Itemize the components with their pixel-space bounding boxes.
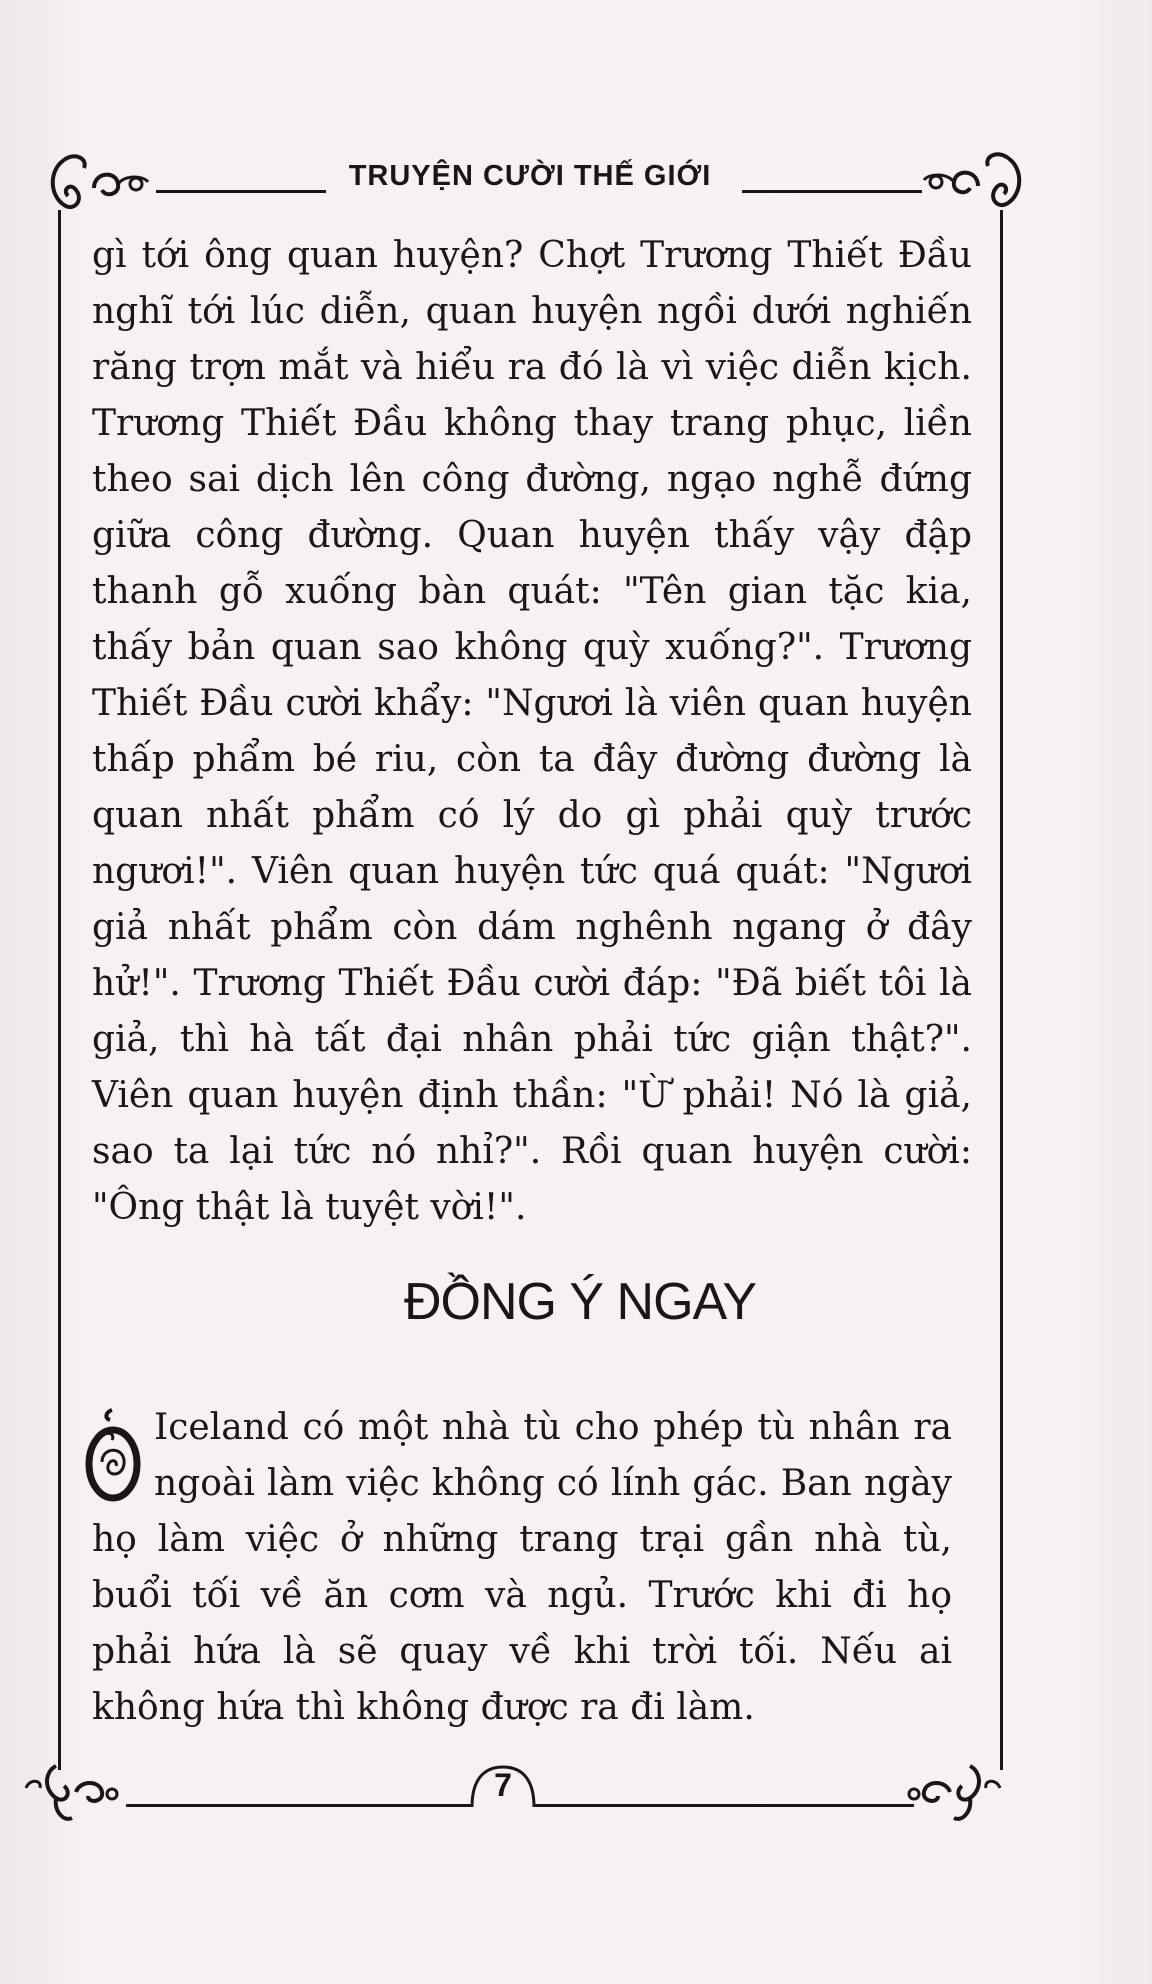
page-number: 7 (494, 1767, 512, 1803)
header-rule-left (156, 190, 326, 193)
frame-right-border (1000, 210, 1003, 1770)
page-number-frame (468, 1763, 538, 1811)
running-header-title: TRUYỆN CƯỜI THẾ GIỚI (348, 160, 712, 192)
footer-rule-right (534, 1804, 914, 1807)
bottom-right-flourish-icon (900, 1758, 1010, 1828)
story-body-text: Iceland có một nhà tù cho phép tù nhân ra ngoài làm việc không có lính gác. Ban ngày họ làm việc ở những trang trại gần nhà tù, buổi tối về ăn cơm và ngủ. Trước khi đi họ phải hứa là sẽ quay về khi trời tối. Nếu ai không hứa thì không được ra đi làm. (92, 1407, 952, 1728)
footer-rule-left (126, 1804, 472, 1807)
frame-left-border (58, 210, 61, 1770)
story-block (92, 1400, 952, 1736)
bottom-left-flourish-icon (16, 1758, 126, 1828)
section-title: ĐỒNG Ý NGAY (403, 1273, 757, 1331)
top-right-flourish-icon (918, 148, 1028, 218)
drop-cap-letter (82, 1406, 144, 1504)
story-continuation-text: gì tới ông quan huyện? Chợt Trương Thiết Đầu nghĩ tới lúc diễn, quan huyện ngồi dưới nghiến răng trợn mắt và hiểu ra đó là vì việc diễn kịch. Trương Thiết Đầu không thay trang phục, liền theo sai dịch lên công đường, ngạo nghễ đứng giữa công đường. Quan huyện thấy vậy đập thanh gỗ xuống bàn quát: "Tên gian tặc kia, thấy bản quan sao không quỳ xuống?". Trương Thiết Đầu cười khẩy: "Ngươi là viên quan huyện thấp phẩm bé riu, còn ta đây đường đường là quan nhất phẩm có lý do gì phải quỳ trước ngươi!". Viên quan huyện tức quá quát: "Ngươi giả nhất phẩm còn dám nghênh ngang ở đây hử!". Trương Thiết Đầu cười đáp: "Đã biết tôi là giả, thì hà tất đại nhân phải tức giận thật?". Viên quan huyện định thần: "Ừ phải! Nó là giả, sao ta lại tức nó nhỉ?". Rồi quan huyện cười: "Ông thật là tuyệt vời!". (92, 235, 972, 1228)
header-rule-right (742, 190, 922, 193)
